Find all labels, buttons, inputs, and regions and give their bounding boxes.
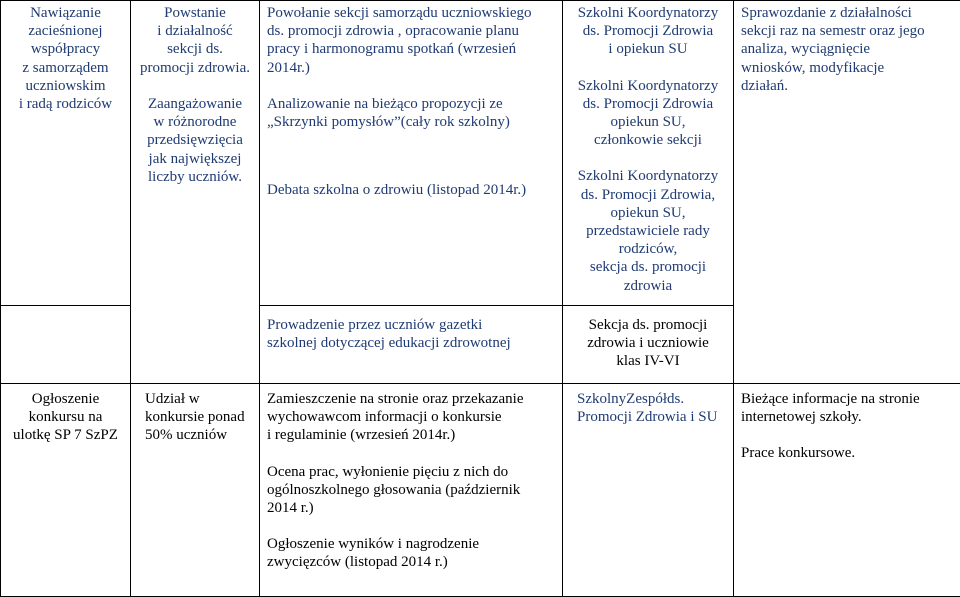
text-line: Sekcja ds. promocji (570, 316, 726, 334)
text-line: rodziców, (570, 240, 726, 258)
contest-task-results (267, 535, 555, 571)
text-line: Szkolni Koordynatorzy (570, 167, 726, 185)
responsible-a (570, 4, 726, 59)
goal-text (8, 4, 123, 113)
text-line: Ocena prac, wyłonienie pięciu z nich do (267, 463, 555, 481)
text-line: 2014r.) (267, 59, 555, 77)
criteria-text (138, 4, 252, 186)
text-line: Bieżące informacje na stronie (741, 390, 953, 408)
text-line: Promocji Zdrowia i SU (577, 408, 726, 426)
text-line: sekcji ds. (138, 40, 252, 58)
text-line: Ogłoszenie (8, 390, 123, 408)
text-line: liczby uczniów. (138, 168, 252, 186)
text-line: SzkolnyZespółds. (577, 390, 726, 408)
text-line: uczniowskim (8, 77, 123, 95)
text-line: pracy i harmonogramu spotkań (wrzesień (267, 40, 555, 58)
responsible-cell (563, 1, 734, 306)
goal-cell (1, 1, 131, 306)
text-line: konkursie ponad (145, 408, 252, 426)
responsible-b (570, 77, 726, 150)
contest-evaluation-cell (734, 384, 960, 597)
text-line: działań. (741, 77, 953, 95)
task-health-debate (267, 181, 555, 199)
text-line: konkursu na (8, 408, 123, 426)
text-line: wniosków, modyfikacje (741, 59, 953, 77)
criteria-cell (131, 1, 260, 384)
contest-responsible-cell (563, 384, 734, 597)
text-line: i regulaminie (wrzesień 2014r.) (267, 426, 555, 444)
newspaper-responsible-text (570, 316, 726, 371)
empty-goal-cell (1, 306, 131, 384)
contest-tasks-cell (260, 384, 563, 597)
contest-task-evaluate (267, 463, 555, 518)
text-line: analiza, wyciągnięcie (741, 40, 953, 58)
contest-evaluation-web (741, 390, 953, 426)
text-line: ogólnoszkolnego głosowania (październik (267, 481, 555, 499)
table-row-section-unit (1, 1, 960, 306)
text-line: w różnorodne (138, 113, 252, 131)
responsible-c (570, 167, 726, 294)
text-line: przedsięwzięcia (138, 131, 252, 149)
evaluation-text (741, 4, 953, 95)
table-row-contest (1, 384, 960, 597)
text-line: Prace konkursowe. (741, 444, 953, 462)
contest-goal-cell (1, 384, 131, 597)
text-line: opiekun SU, (570, 204, 726, 222)
text-line: Debata szkolna o zdrowiu (listopad 2014r.) (267, 181, 555, 199)
text-line: członkowie sekcji (570, 131, 726, 149)
contest-criteria-cell (131, 384, 260, 597)
text-line: Powstanie (138, 4, 252, 22)
evaluation-cell (734, 1, 960, 384)
text-line: zwycięzców (listopad 2014 r.) (267, 553, 555, 571)
text-line: internetowej szkoły. (741, 408, 953, 426)
task-unit-section (267, 4, 555, 77)
text-line: z samorządem (8, 59, 123, 77)
text-line: zdrowia (570, 277, 726, 295)
text-line: Zaangażowanie (138, 95, 252, 113)
text-line: ds. Promocji Zdrowia (570, 95, 726, 113)
text-line: promocji zdrowia. (138, 59, 252, 77)
text-line: ds. Promocji Zdrowia (570, 22, 726, 40)
text-line: 2014 r.) (267, 499, 555, 517)
text-line: wychowawcom informacji o konkursie (267, 408, 555, 426)
text-line: klas IV-VI (570, 352, 726, 370)
contest-evaluation-works (741, 444, 953, 462)
text-line: Szkolni Koordynatorzy (570, 77, 726, 95)
newspaper-task-cell (260, 306, 563, 384)
text-line: sekcji raz na semestr oraz jego (741, 22, 953, 40)
task-ideas-box (267, 95, 555, 131)
text-line: ds. Promocji Zdrowia, (570, 186, 726, 204)
text-line: opiekun SU, (570, 113, 726, 131)
text-line: jak największej (138, 150, 252, 168)
text-line: Sprawozdanie z działalności (741, 4, 953, 22)
text-line: i działalność (138, 22, 252, 40)
text-line: Prowadzenie przez uczniów gazetki (267, 316, 555, 334)
text-line: „Skrzynki pomysłów”(cały rok szkolny) (267, 113, 555, 131)
contest-criteria-text (145, 390, 252, 445)
text-line (138, 77, 252, 95)
contest-responsible-text (577, 390, 726, 426)
text-line: ulotkę SP 7 SzPZ (8, 426, 123, 444)
text-line: 50% uczniów (145, 426, 252, 444)
contest-goal-text (8, 390, 123, 445)
text-line: zdrowia i uczniowie (570, 334, 726, 352)
text-line: i opiekun SU (570, 40, 726, 58)
newspaper-responsible-cell (563, 306, 734, 384)
text-line: sekcja ds. promocji (570, 258, 726, 276)
text-line: zacieśnionej (8, 22, 123, 40)
text-line: Powołanie sekcji samorządu uczniowskiego (267, 4, 555, 22)
tasks-cell (260, 1, 563, 306)
text-line: szkolnej dotyczącej edukacji zdrowotnej (267, 334, 555, 352)
text-line: przedstawiciele rady (570, 222, 726, 240)
text-line: Udział w (145, 390, 252, 408)
text-line: współpracy (8, 40, 123, 58)
text-line: Analizowanie na bieżąco propozycji ze (267, 95, 555, 113)
text-line: Ogłoszenie wyników i nagrodzenie (267, 535, 555, 553)
contest-task-announce (267, 390, 555, 445)
text-line: Zamieszczenie na stronie oraz przekazanie (267, 390, 555, 408)
text-line: i radą rodziców (8, 95, 123, 113)
newspaper-task-text (267, 316, 555, 352)
text-line: Szkolni Koordynatorzy (570, 4, 726, 22)
text-line: Nawiązanie (8, 4, 123, 22)
text-line: ds. promocji zdrowia , opracowanie planu (267, 22, 555, 40)
